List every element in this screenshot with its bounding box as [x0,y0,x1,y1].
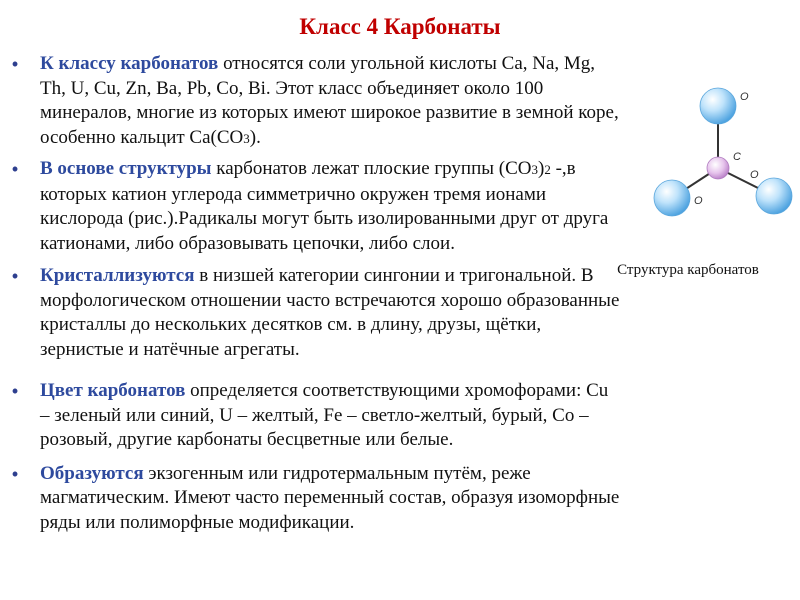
bullet-text: карбонатов лежат плоские группы (СО [211,158,532,179]
slide-title: Класс 4 Карбонаты [299,14,501,39]
carbonate-structure-diagram [636,78,796,238]
bullet-text: ) [538,158,545,179]
oxygen-label-top: O [740,91,749,103]
bullet-item-formation [8,462,620,536]
bullet-item-crystallization [8,264,620,362]
carbon-label: C [733,151,741,163]
subscript: 3 [243,130,250,146]
oxygen-label-left: O [694,195,703,207]
bullet-keyword: Цвет карбонатов [40,380,186,401]
subscript: 2 [544,162,551,177]
bullet-keyword: Образуются [40,462,144,484]
bullet-list [8,52,620,535]
bullet-icon: • [11,381,19,401]
bullet-icon: • [11,54,19,74]
bullet-keyword: К классу карбонатов [40,53,219,74]
bullet-icon: • [11,266,19,286]
bullet-text: относятся соли угольной кислоты Са, Na, Mg, Th, U, Cu, Zn, Ba, Pb, Co, Bi. Этот класс объединяет около 100 минералов, многие из которых имеют широкое развитие в земной коре, особенно кальцит Са(СО [40,53,619,148]
bullet-icon: • [11,159,19,179]
diagram-caption: Структура карбонатов [617,262,759,278]
bullet-item-carbonate-class [8,52,620,151]
bullet-text: определяется соответствующими хромофорами: Cu – зеленый или синий, U – желтый, Fe – светло-желтый, бурый, Со – розовый, другие карбонаты бесцветные или белые. [40,380,609,450]
bullet-text: экзогенным или гидротермальным путём, реже магматическим. Имеют часто переменный состав, образуя изоморфные ряды или полиморфные модификации. [40,462,620,533]
bullet-text: в низшей категории сингонии и тригональной. В морфологическом отношении часто встречаются хорошо образованные кристаллы до нескольких десятков см. в длину, друзы, щётки, зернистые и натёчные агрегаты. [40,265,620,360]
bullet-keyword: В основе структуры [40,158,212,179]
subscript: 3 [531,162,538,177]
oxygen-atom-top [700,88,736,124]
oxygen-atom-left [654,180,690,216]
bullet-text: -,в которых катион углерода симметрично окружен тремя ионами кислорода (рис.).Радикалы могут быть изолированными друг от друга катионами, либо образовывать цепочки, либо слои. [40,158,609,254]
bullet-text-end: ). [249,126,261,148]
bullet-item-color [8,379,620,453]
oxygen-label-right: O [750,169,759,181]
carbon-atom [707,157,729,179]
oxygen-atom-right [756,178,792,214]
bullet-icon: • [11,463,19,484]
bullet-item-structure [8,157,620,256]
bullet-keyword: Кристаллизуются [40,265,195,286]
